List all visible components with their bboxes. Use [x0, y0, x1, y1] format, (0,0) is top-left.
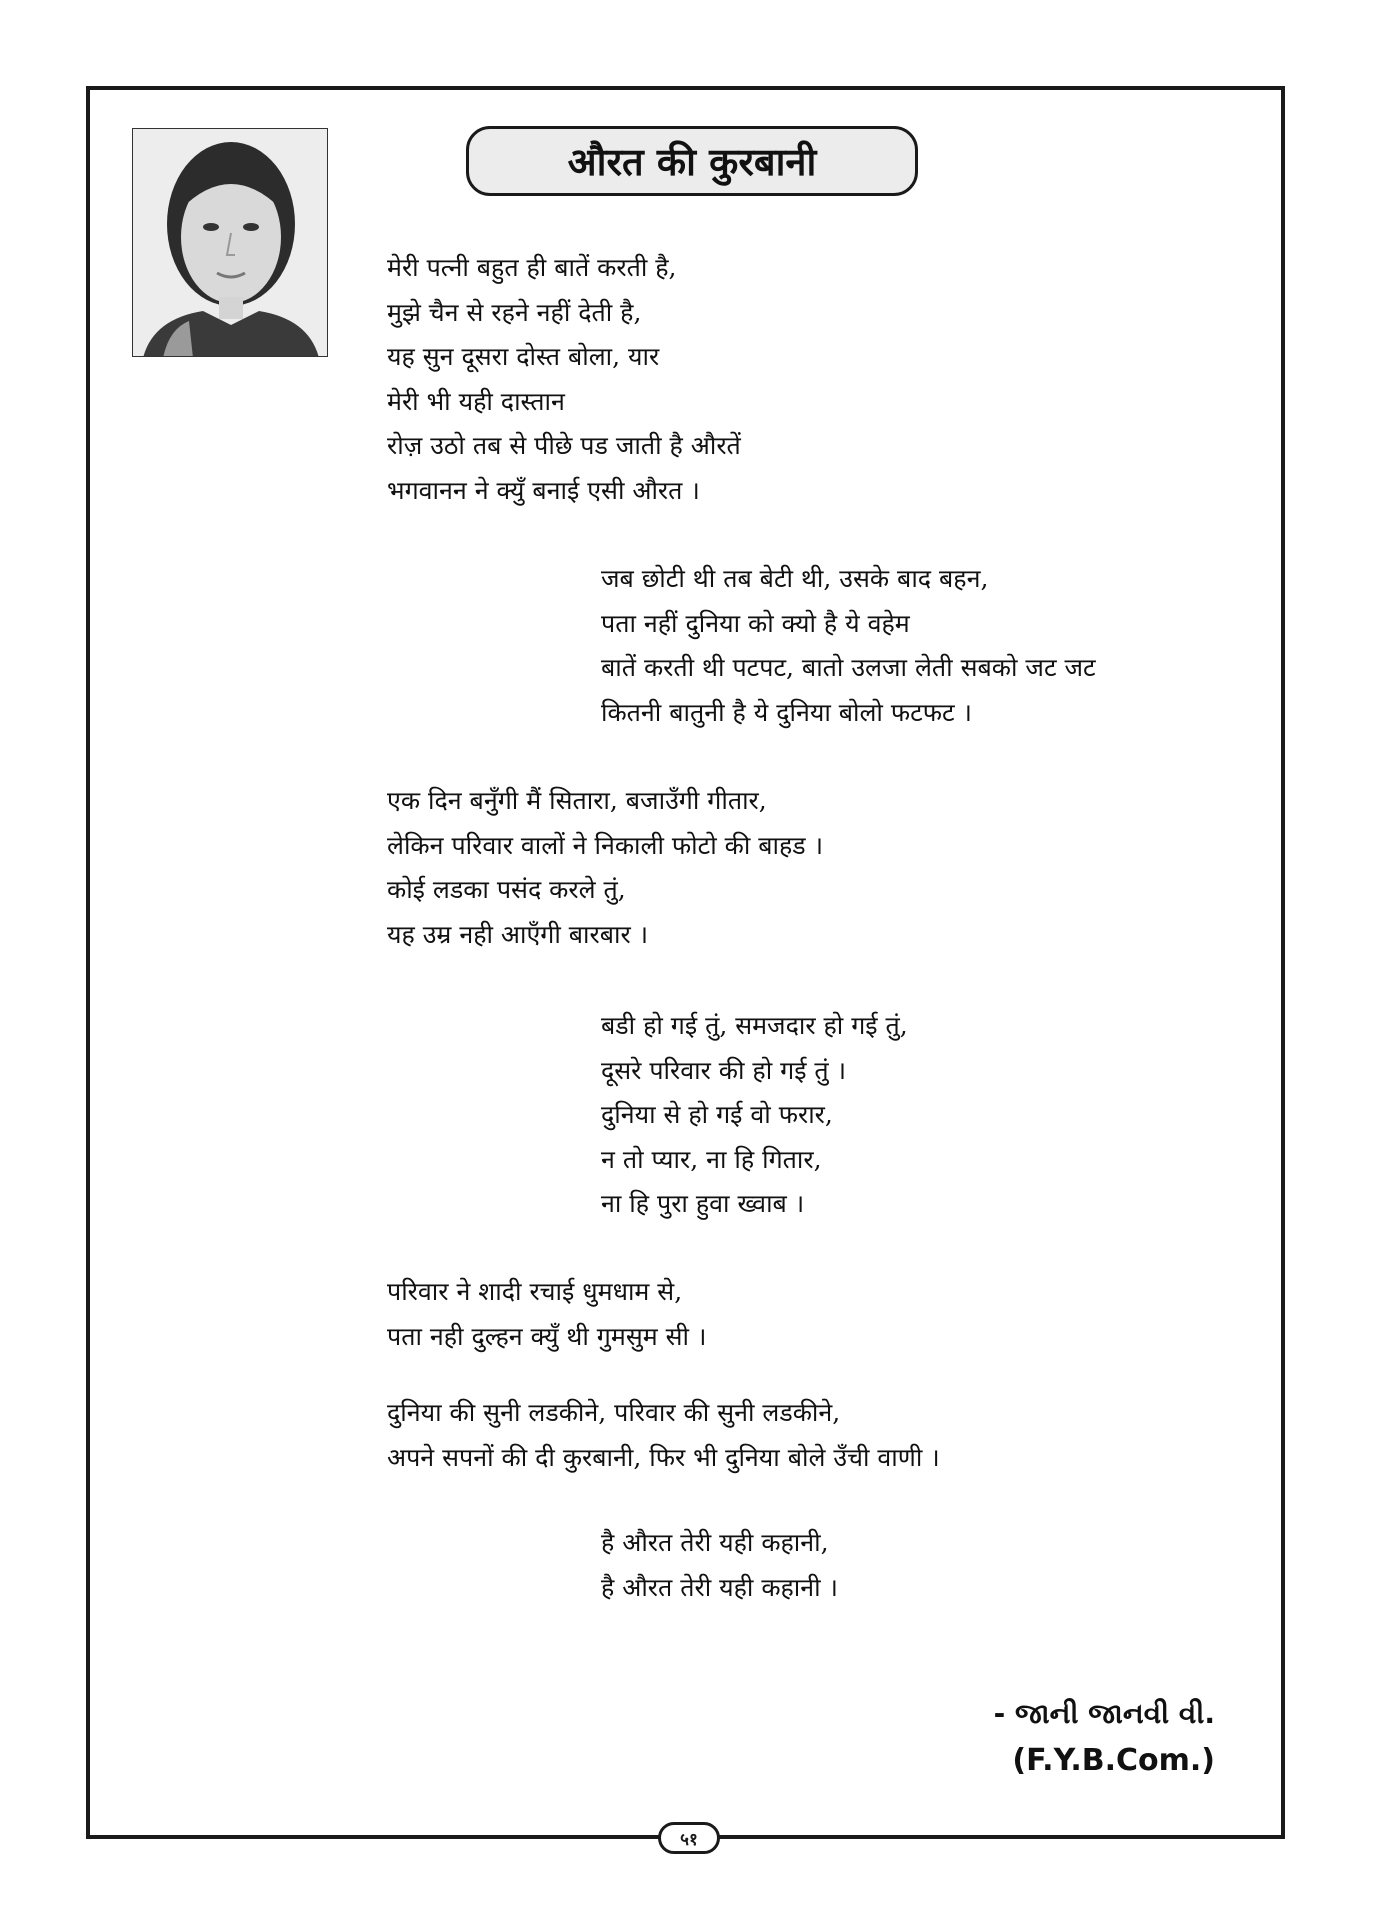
poem-line: एक दिन बनुँगी मैं सितारा, बजाउँगी गीतार, [387, 786, 767, 815]
author-name: - જાની જાનવી વી. [993, 1697, 1215, 1730]
stanza-4 [601, 1004, 908, 1227]
poem-line: कितनी बातुनी है ये दुनिया बोलो फटफट । [601, 697, 973, 727]
stanza-2 [601, 557, 1096, 735]
poem-line: न तो प्यार, ना हि गितार, [601, 1144, 822, 1174]
poem-line: परिवार ने शादी रचाई धुमधाम से, [387, 1277, 683, 1306]
poem-line: ना हि पुरा हुवा ख्वाब । [601, 1189, 805, 1218]
poem-line: यह उम्र नही आएँगी बारबार । [387, 919, 649, 949]
author-photo [132, 128, 328, 357]
stanza-5 [387, 1270, 706, 1359]
author-class: (F.Y.B.Com.) [1012, 1743, 1215, 1778]
stanza-7 [601, 1521, 838, 1610]
poem-line: दूसरे परिवार की हो गई तुं । [601, 1055, 847, 1085]
page-number: ५१ [658, 1822, 720, 1854]
poem-line: मुझे चैन से रहने नहीं देती है, [387, 297, 642, 327]
poem-line: जब छोटी थी तब बेटी थी, उसके बाद बहन, [601, 564, 989, 593]
poem-line: है औरत तेरी यही कहानी । [601, 1572, 839, 1602]
stanza-3 [387, 779, 823, 957]
poem-line: है औरत तेरी यही कहानी, [601, 1528, 829, 1557]
poem-line: दुनिया से हो गई वो फरार, [601, 1100, 833, 1129]
poem-line: रोज़ उठो तब से पीछे पड जाती है औरतें [387, 431, 741, 460]
poem-line: भगवानन ने क्युँ बनाई एसी औरत । [387, 475, 700, 505]
poem-line: लेकिन परिवार वालों ने निकाली फोटो की बाहड । [387, 830, 824, 860]
poem-line: कोई लडका पसंद करले तुं, [387, 875, 626, 904]
poem-line: यह सुन दूसरा दोस्त बोला, यार [387, 342, 660, 371]
poem-line: मेरी पत्नी बहुत ही बातें करती है, [387, 253, 677, 282]
poem-line: अपने सपनों की दी कुरबानी, फिर भी दुनिया बोले उँची वाणी । [387, 1442, 940, 1472]
poem-line: दुनिया की सुनी लडकीने, परिवार की सुनी लडकीने, [387, 1398, 841, 1427]
stanza-6 [387, 1391, 940, 1480]
stanza-1 [387, 246, 741, 513]
poem-line: बातें करती थी पटपट, बातो उलजा लेती सबको जट जट [601, 653, 1096, 682]
poem-line: बडी हो गई तुं, समजदार हो गई तुं, [601, 1011, 908, 1040]
author-block [994, 1692, 1215, 1786]
poem-line: पता नहीं दुनिया को क्यो है ये वहेम [601, 608, 910, 638]
poem-line: पता नही दुल्हन क्युँ थी गुमसुम सी । [387, 1321, 707, 1351]
poem-line: मेरी भी यही दास्तान [387, 386, 565, 416]
poem-title: औरत की कुरबानी [466, 126, 918, 196]
